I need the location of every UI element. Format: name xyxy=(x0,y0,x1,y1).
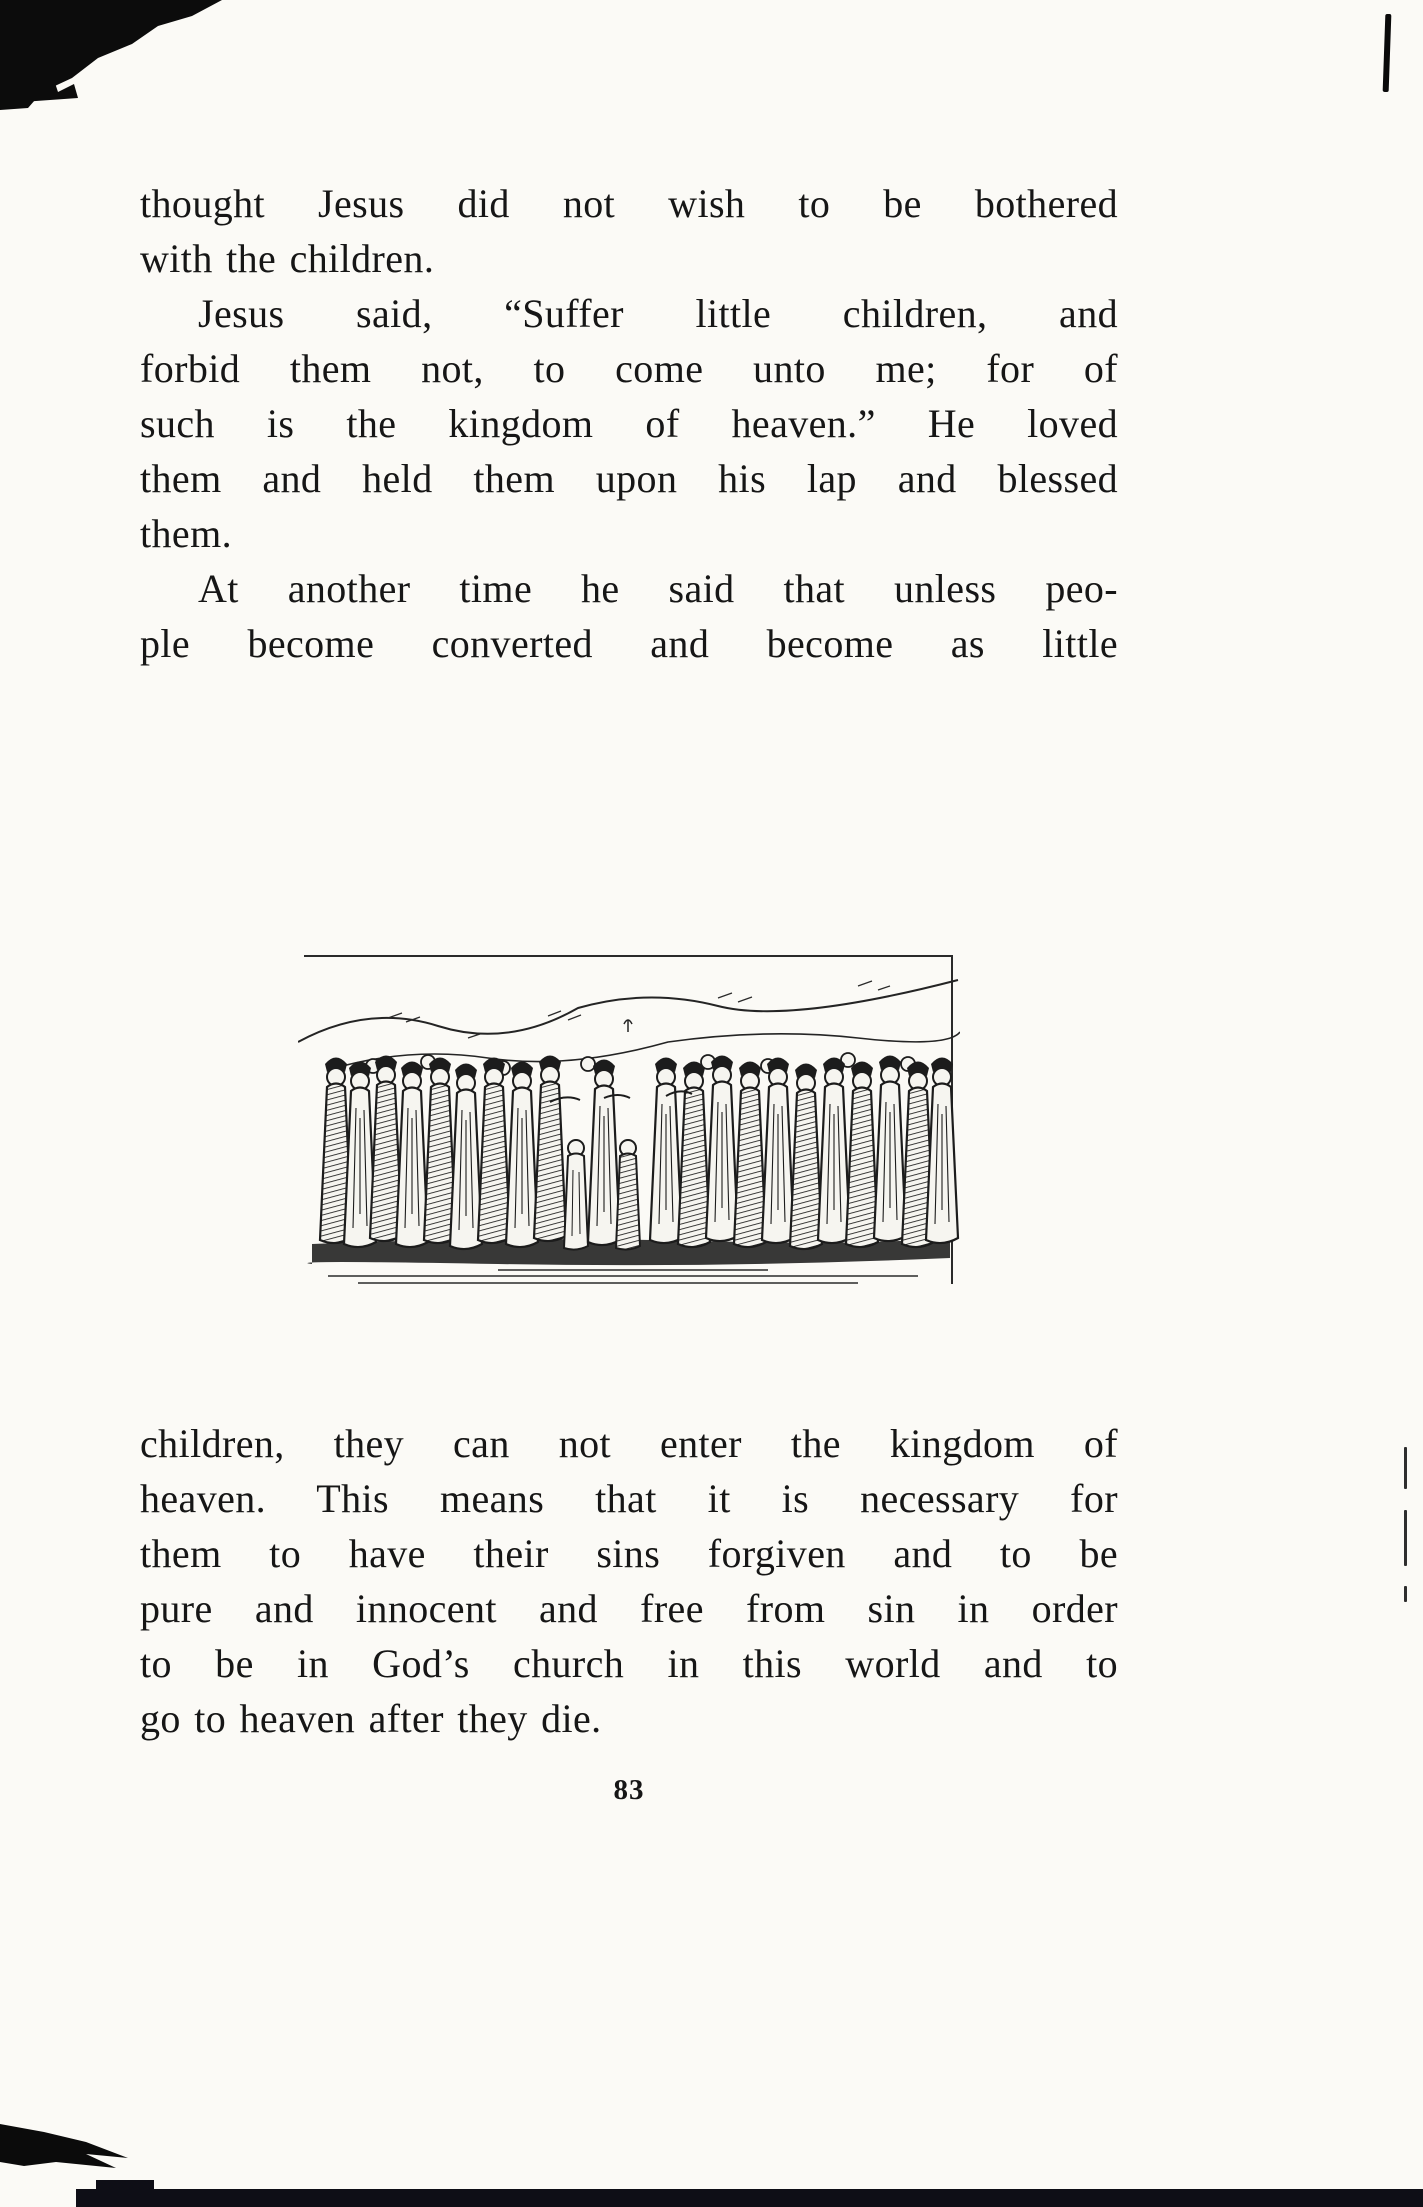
text-line: go to heaven after they die. xyxy=(140,1696,602,1741)
scan-artifact-edge-dash xyxy=(1404,1586,1407,1602)
text-line: Jesus said, “Suffer little children, and xyxy=(198,291,1118,336)
text-line: thought Jesus did not wish to be bothered xyxy=(140,181,1118,226)
text-line: with the children. xyxy=(140,236,435,281)
scan-artifact-bottom-bar xyxy=(76,2189,1423,2207)
text-line: such is the kingdom of heaven.” He loved xyxy=(140,401,1118,446)
text-line: them and held them upon his lap and blessed xyxy=(140,456,1118,501)
text-line: pure and innocent and free from sin in order xyxy=(140,1586,1118,1631)
scan-artifact-edge-dash xyxy=(1404,1447,1407,1489)
text-line: ple become converted and become as little xyxy=(140,621,1118,666)
text-line: them to have their sins forgiven and to be xyxy=(140,1531,1118,1576)
text-line: to be in God’s church in this world and to xyxy=(140,1641,1118,1686)
text-line: forbid them not, to come unto me; for of xyxy=(140,346,1118,391)
text-line: them. xyxy=(140,511,232,556)
paragraph-block-bottom xyxy=(140,1416,1118,1746)
scan-artifact-edge-dash xyxy=(1404,1510,1407,1566)
crowd-illustration-svg xyxy=(298,946,960,1290)
scan-artifact-top-left xyxy=(0,0,232,112)
text-line: At another time he said that unless peo- xyxy=(198,566,1118,611)
page-number: 83 xyxy=(613,1774,645,1806)
hills xyxy=(298,980,960,1070)
scan-artifact-bottom-left xyxy=(0,2112,142,2174)
crowd-illustration xyxy=(298,946,960,1290)
paragraph-block-top xyxy=(140,176,1118,671)
text-line: children, they can not enter the kingdom of xyxy=(140,1421,1118,1466)
text-line: heaven. This means that it is necessary for xyxy=(140,1476,1118,1521)
crowd-figures xyxy=(320,1056,958,1250)
scan-artifact-top-right xyxy=(1383,14,1392,92)
